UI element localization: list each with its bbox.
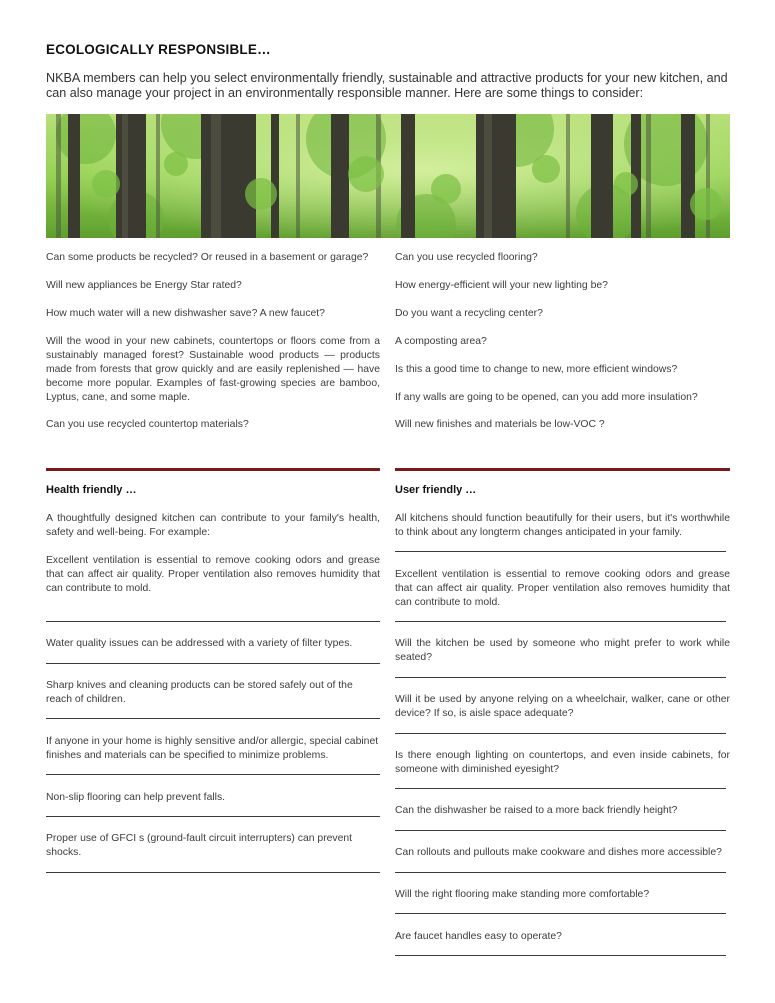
- forest-banner-image: [46, 114, 730, 238]
- divider: [395, 621, 726, 622]
- divider: [395, 733, 726, 734]
- user-heading: User friendly …: [395, 484, 477, 496]
- section-divider: [395, 468, 730, 471]
- divider: [395, 788, 726, 789]
- eco-question: If any walls are going to be opened, can you add more insulation?: [395, 392, 698, 403]
- divider: [395, 913, 726, 914]
- user-item: Will the right flooring make standing more comfortable?: [395, 889, 650, 900]
- divider: [395, 955, 726, 956]
- health-item: Excellent ventilation is essential to remove cooking odors and grease that can affect air quality. Proper ventilation also removes humidity that can contribute to mold.: [46, 555, 380, 594]
- user-item: Will the kitchen be used by someone who might prefer to work while seated?: [395, 638, 730, 663]
- forest-icon: [46, 114, 730, 238]
- eco-question: Will new appliances be Energy Star rated?: [46, 280, 242, 291]
- intro-paragraph: NKBA members can help you select environmentally friendly, sustainable and attractive products for your new kitchen, and can also manage your project in an environmentally responsible manner. Here are some things to consider:: [46, 71, 728, 100]
- eco-question: Will new finishes and materials be low-VOC ?: [395, 419, 605, 430]
- user-item: All kitchens should function beautifully for their users, but it's worthwhile to think about any longterm changes anticipated in your family.: [395, 513, 730, 538]
- health-item: Water quality issues can be addressed with a variety of filter types.: [46, 638, 353, 649]
- divider: [395, 872, 726, 873]
- eco-question: Can some products be recycled? Or reused in a basement or garage?: [46, 252, 369, 263]
- eco-question: Can you use recycled flooring?: [395, 252, 538, 263]
- section-divider: [46, 468, 380, 471]
- user-item: Are faucet handles easy to operate?: [395, 931, 562, 942]
- eco-question: How much water will a new dishwasher save? A new faucet?: [46, 308, 325, 319]
- health-item: A thoughtfully designed kitchen can contribute to your family's health, safety and well-being. For example:: [46, 513, 380, 538]
- eco-question: How energy-efficient will your new lighting be?: [395, 280, 608, 291]
- eco-question: Do you want a recycling center?: [395, 308, 543, 319]
- divider: [46, 621, 380, 622]
- divider: [46, 718, 380, 719]
- user-item: Can the dishwasher be raised to a more back friendly height?: [395, 805, 678, 816]
- divider: [46, 816, 380, 817]
- health-item: Sharp knives and cleaning products can be stored safely out of the reach of children.: [46, 680, 353, 705]
- health-item: Non-slip flooring can help prevent falls.: [46, 792, 226, 803]
- eco-question: A composting area?: [395, 336, 487, 347]
- divider: [46, 663, 380, 664]
- eco-question: Can you use recycled countertop materials?: [46, 419, 249, 430]
- user-item: Is there enough lighting on countertops, and even inside cabinets, for someone with diminished eyesight?: [395, 750, 730, 775]
- eco-question: Is this a good time to change to new, more efficient windows?: [395, 364, 678, 375]
- health-item: If anyone in your home is highly sensitive and/or allergic, special cabinet finishes and materials can be specified to minimize problems.: [46, 736, 379, 761]
- user-item: Will it be used by anyone relying on a wheelchair, walker, cane or other device? If so, is aisle space adequate?: [395, 694, 730, 719]
- eco-question: Will the wood in your new cabinets, countertops or floors come from a sustainably managed forest? Sustainable wood products — products made from forests that grow quickly and are easily replenished — have become more popular. Examples of fast-growing species are bamboo, Lyptus, cane, and some maple.: [46, 336, 380, 403]
- user-item: Excellent ventilation is essential to remove cooking odors and grease that can affect air quality. Proper ventilation also removes humidity that can contribute to mold.: [395, 569, 730, 608]
- page-title: ECOLOGICALLY RESPONSIBLE…: [46, 42, 271, 57]
- divider: [46, 774, 380, 775]
- health-heading: Health friendly …: [46, 484, 137, 496]
- health-item: Proper use of GFCI s (ground-fault circuit interrupters) can prevent shocks.: [46, 833, 353, 858]
- user-item: Can rollouts and pullouts make cookware and dishes more accessible?: [395, 847, 722, 858]
- divider: [395, 830, 726, 831]
- divider: [395, 551, 726, 552]
- divider: [46, 872, 380, 873]
- divider: [395, 677, 726, 678]
